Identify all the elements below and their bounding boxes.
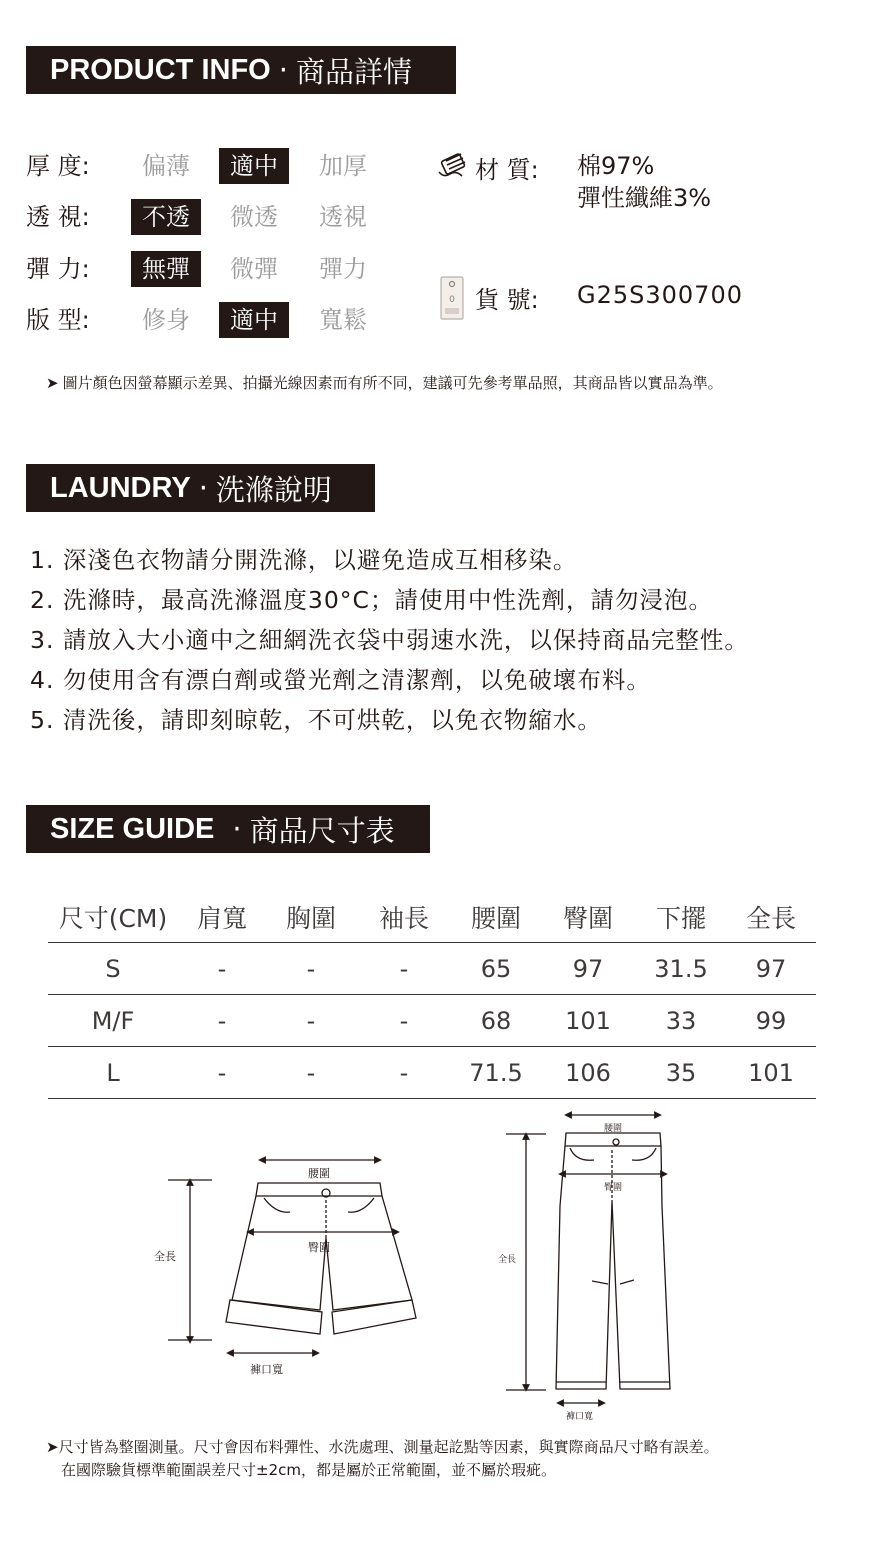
size-guide-header: [26, 805, 430, 853]
pants-measurement-diagram: [490, 1106, 690, 1426]
attr-option: 寬鬆: [319, 306, 367, 334]
table-row: [48, 1047, 816, 1099]
attr-label: 透 視:: [26, 203, 90, 231]
attr-option: 彈力: [319, 255, 367, 283]
column-header: 胸圍: [285, 904, 336, 933]
table-row: [48, 995, 816, 1047]
size-cell: -: [399, 954, 409, 983]
color-note: [46, 372, 723, 393]
attr-option: 偏薄: [142, 152, 190, 180]
shorts-measurement-diagram: [140, 1150, 440, 1390]
product-info-header: [26, 46, 456, 94]
thread-spool-icon: [436, 152, 472, 180]
size-cell: -: [399, 1006, 409, 1035]
length-label: 全長: [154, 1250, 176, 1263]
column-header: 臀圍: [562, 904, 613, 933]
size-cell: -: [306, 1058, 316, 1087]
shorts-outline: [140, 1150, 440, 1390]
size-cell: -: [306, 954, 316, 983]
size-cell: 101: [748, 1058, 794, 1087]
size-cell: 65: [480, 954, 512, 983]
attr-option-selected: 適中: [219, 302, 289, 338]
laundry-list: [30, 540, 749, 740]
attr-option: 修身: [142, 306, 190, 334]
hem-label: 褲口寬: [250, 1363, 283, 1376]
length-label: 全長: [498, 1255, 517, 1265]
size-cell: 71.5: [469, 1058, 523, 1087]
size-cell: 97: [572, 954, 604, 983]
size-cell: -: [217, 1006, 227, 1035]
attr-option: 透視: [319, 203, 367, 231]
material-values: [577, 150, 711, 214]
attr-option-selected: 無彈: [131, 251, 201, 287]
attr-label: 彈 力:: [26, 255, 90, 283]
size-cell: -: [399, 1058, 409, 1087]
attr-option-selected: 不透: [131, 199, 201, 235]
waist-label: 腰圍: [308, 1167, 330, 1180]
svg-text:0: 0: [449, 295, 455, 305]
laundry-item: 1. 深淺色衣物請分開洗滌，以避免造成互相移染。: [30, 546, 578, 574]
attr-label: 厚 度:: [26, 152, 90, 180]
size-cell: -: [217, 1058, 227, 1087]
footnote-text-1: 尺寸皆為整圈測量。尺寸會因布料彈性、水洗處理、測量起訖點等因素，與實際商品尺寸略有誤差。: [58, 1438, 719, 1456]
attr-label: 版 型:: [26, 306, 90, 334]
size-cell: -: [306, 1006, 316, 1035]
header-separator: ·: [232, 812, 242, 846]
item-no-spec: [475, 280, 539, 315]
size-cell: 68: [480, 1006, 512, 1035]
laundry-item: 4. 勿使用含有漂白劑或螢光劑之清潔劑，以免破壞布料。: [30, 666, 651, 694]
attr-option: 加厚: [319, 152, 367, 180]
size-cell: 101: [565, 1006, 611, 1035]
product-info-title-en: PRODUCT INFO: [50, 53, 271, 86]
material-line-2: 彈性纖維3%: [577, 184, 712, 212]
hem-label: 褲口寬: [566, 1412, 594, 1422]
laundry-title-zh: 洗滌說明: [215, 472, 332, 507]
column-header: 尺寸(CM): [58, 904, 168, 933]
item-no-value: G25S300700: [577, 281, 743, 309]
column-header: 全長: [745, 904, 796, 933]
size-cell: 35: [665, 1058, 697, 1087]
size-table-header-row: [48, 892, 816, 943]
header-separator: ·: [198, 471, 208, 505]
laundry-item: 2. 洗滌時，最高洗滌溫度30°C；請使用中性洗劑，請勿浸泡。: [30, 586, 713, 614]
size-cell: 31.5: [654, 954, 708, 983]
item-no-label: 貨 號:: [475, 286, 539, 314]
size-cell: L: [106, 1058, 120, 1087]
waist-label: 腰圍: [604, 1124, 623, 1134]
product-info-title-zh: 商品詳情: [295, 54, 412, 89]
size-cell: 106: [565, 1058, 611, 1087]
laundry-item: 3. 請放入大小適中之細網洗衣袋中弱速水洗，以保持商品完整性。: [30, 626, 749, 654]
laundry-title-en: LAUNDRY: [50, 471, 191, 504]
size-cell: M/F: [91, 1006, 135, 1035]
column-header: 袖長: [378, 904, 429, 933]
footnote-line-1: [46, 1436, 719, 1459]
note-arrow: ➤: [46, 374, 59, 392]
attr-option: 微透: [230, 203, 278, 231]
size-guide-title-en: SIZE GUIDE: [50, 812, 215, 845]
hip-label: 臀圍: [308, 1241, 330, 1254]
size-cell: -: [217, 954, 227, 983]
attr-option: 微彈: [230, 255, 278, 283]
attr-option-selected: 適中: [219, 148, 289, 184]
material-line-1: 棉97%: [577, 152, 655, 180]
material-label: 材 質:: [475, 156, 539, 184]
laundry-header: [26, 464, 375, 512]
size-cell: 99: [755, 1006, 787, 1035]
column-header: 下擺: [655, 904, 706, 933]
footnote-text-2: 在國際驗貨標準範圍誤差尺寸±2cm，都是屬於正常範圍，並不屬於瑕疵。: [61, 1461, 556, 1479]
pants-outline: [490, 1106, 690, 1426]
size-cell: 97: [755, 954, 787, 983]
material-spec: [475, 150, 539, 185]
tag-icon: [440, 276, 464, 320]
footnote-arrow: ➤: [46, 1438, 59, 1456]
size-guide-title-zh: 商品尺寸表: [249, 813, 395, 848]
size-cell: S: [105, 954, 121, 983]
note-text: 圖片顏色因螢幕顯示差異、拍攝光線因素而有所不同，建議可先參考單品照，其商品皆以實品為準。: [62, 374, 723, 392]
column-header: 肩寬: [196, 904, 247, 933]
laundry-item: 5. 清洗後，請即刻晾乾，不可烘乾，以免衣物縮水。: [30, 706, 602, 734]
table-row: [48, 943, 816, 995]
size-cell: 33: [665, 1006, 697, 1035]
size-table: [48, 892, 816, 1099]
size-footnote: [46, 1436, 719, 1482]
hip-label: 臀圍: [604, 1183, 623, 1193]
column-header: 腰圍: [470, 904, 521, 933]
header-separator: ·: [278, 53, 288, 87]
